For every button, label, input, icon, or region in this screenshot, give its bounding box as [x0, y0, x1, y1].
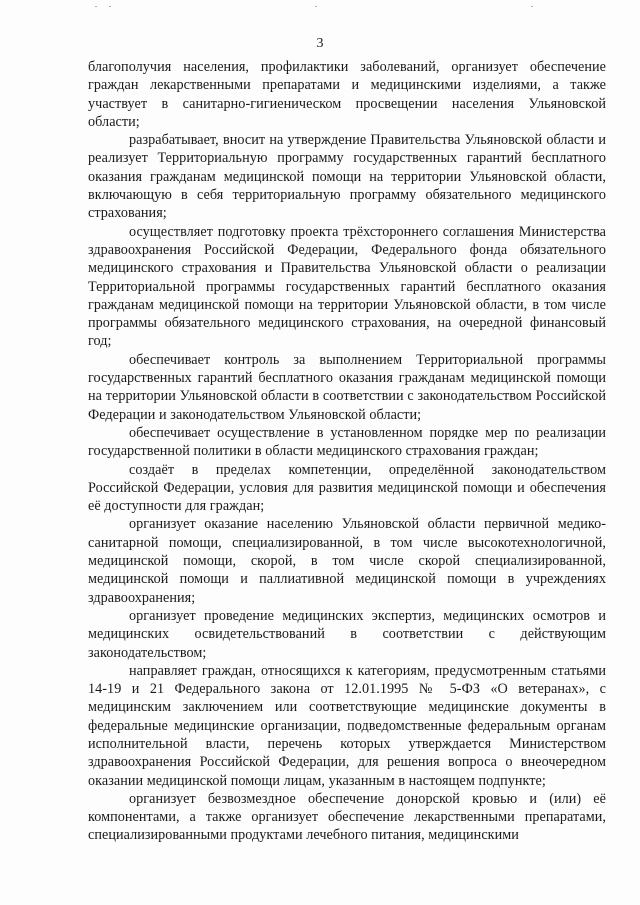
- paragraph: осуществляет подготовку проекта трёхстороннего соглашения Министерства здравоохранения Российской Федерации, Федерального фонда обязательного медицинского страхования и Правительства Ульяновской области о реализации Территориальной программы государственных гарантий бесплатного оказания гражданам медицинской помощи на территории Ульяновской области, в том числе программы обязательного медицинского страхования, на очередной финансовый год;: [88, 223, 606, 350]
- paragraph: создаёт в пределах компетенции, определённой законодательством Российской Федерации, условия для развития медицинской помощи и обеспечения её доступности для граждан;: [88, 461, 606, 515]
- paragraph-continuation: благополучия населения, профилактики заболеваний, организует обеспечение граждан лекарственными препаратами и медицинскими изделиями, а также участвует в санитарно-гигиеническом просвещении населения Ульяновской области;: [88, 59, 606, 130]
- paragraph: организует оказание населению Ульяновской области первичной медико-санитарной помощи, специализированной, в том числе высокотехнологичной, медицинской помощи, скорой, в том числе скорой специализированной, медицинской помощи и паллиативной медицинской помощи в учреждениях здравоохранения;: [88, 516, 606, 606]
- scan-artifact-dots: [95, 6, 535, 10]
- paragraph: направляет граждан, относящихся к категориям, предусмотренным статьями 14-19 и 21 Федерального закона от 12.01.1995 № 5-ФЗ «О ветеранах», с медицинским заключением или соответствующие медицинские документы в федеральные медицинские организации, подведомственные федеральным органам исполнительной власти, перечень которых утверждается Министерством здравоохранения Российской Федерации, для решения вопроса о внеочередном оказании медицинской помощи лицам, указанным в настоящем подпункте;: [88, 662, 606, 789]
- paragraph: обеспечивает контроль за выполнением Территориальной программы государственных гарантий бесплатного оказания гражданам медицинской помощи на территории Ульяновской области в соответствии с законодательством Российской Федерации и законодательством Ульяновской области;: [88, 351, 606, 423]
- paragraph: разрабатывает, вносит на утверждение Правительства Ульяновской области и реализует Территориальную программу государственных гарантий бесплатного оказания гражданам медицинской помощи на территории Ульяновской области, включающую в себя территориальную программу обязательного медицинского страхования;: [88, 132, 606, 222]
- paragraph: обеспечивает осуществление в установленном порядке мер по реализации государственной политики в области медицинского страхования граждан;: [88, 424, 606, 460]
- paragraph: организует проведение медицинских экспертиз, медицинских осмотров и медицинских освидетельствований в соответствии с действующим законодательством;: [88, 607, 606, 661]
- page-number: 3: [316, 36, 324, 51]
- document-body: [88, 58, 606, 845]
- paragraph: организует безвозмездное обеспечение донорской кровью и (или) её компонентами, а также организует обеспечение лекарственными препаратами, специализированными продуктами лечебного питания, медицинскими: [88, 790, 606, 844]
